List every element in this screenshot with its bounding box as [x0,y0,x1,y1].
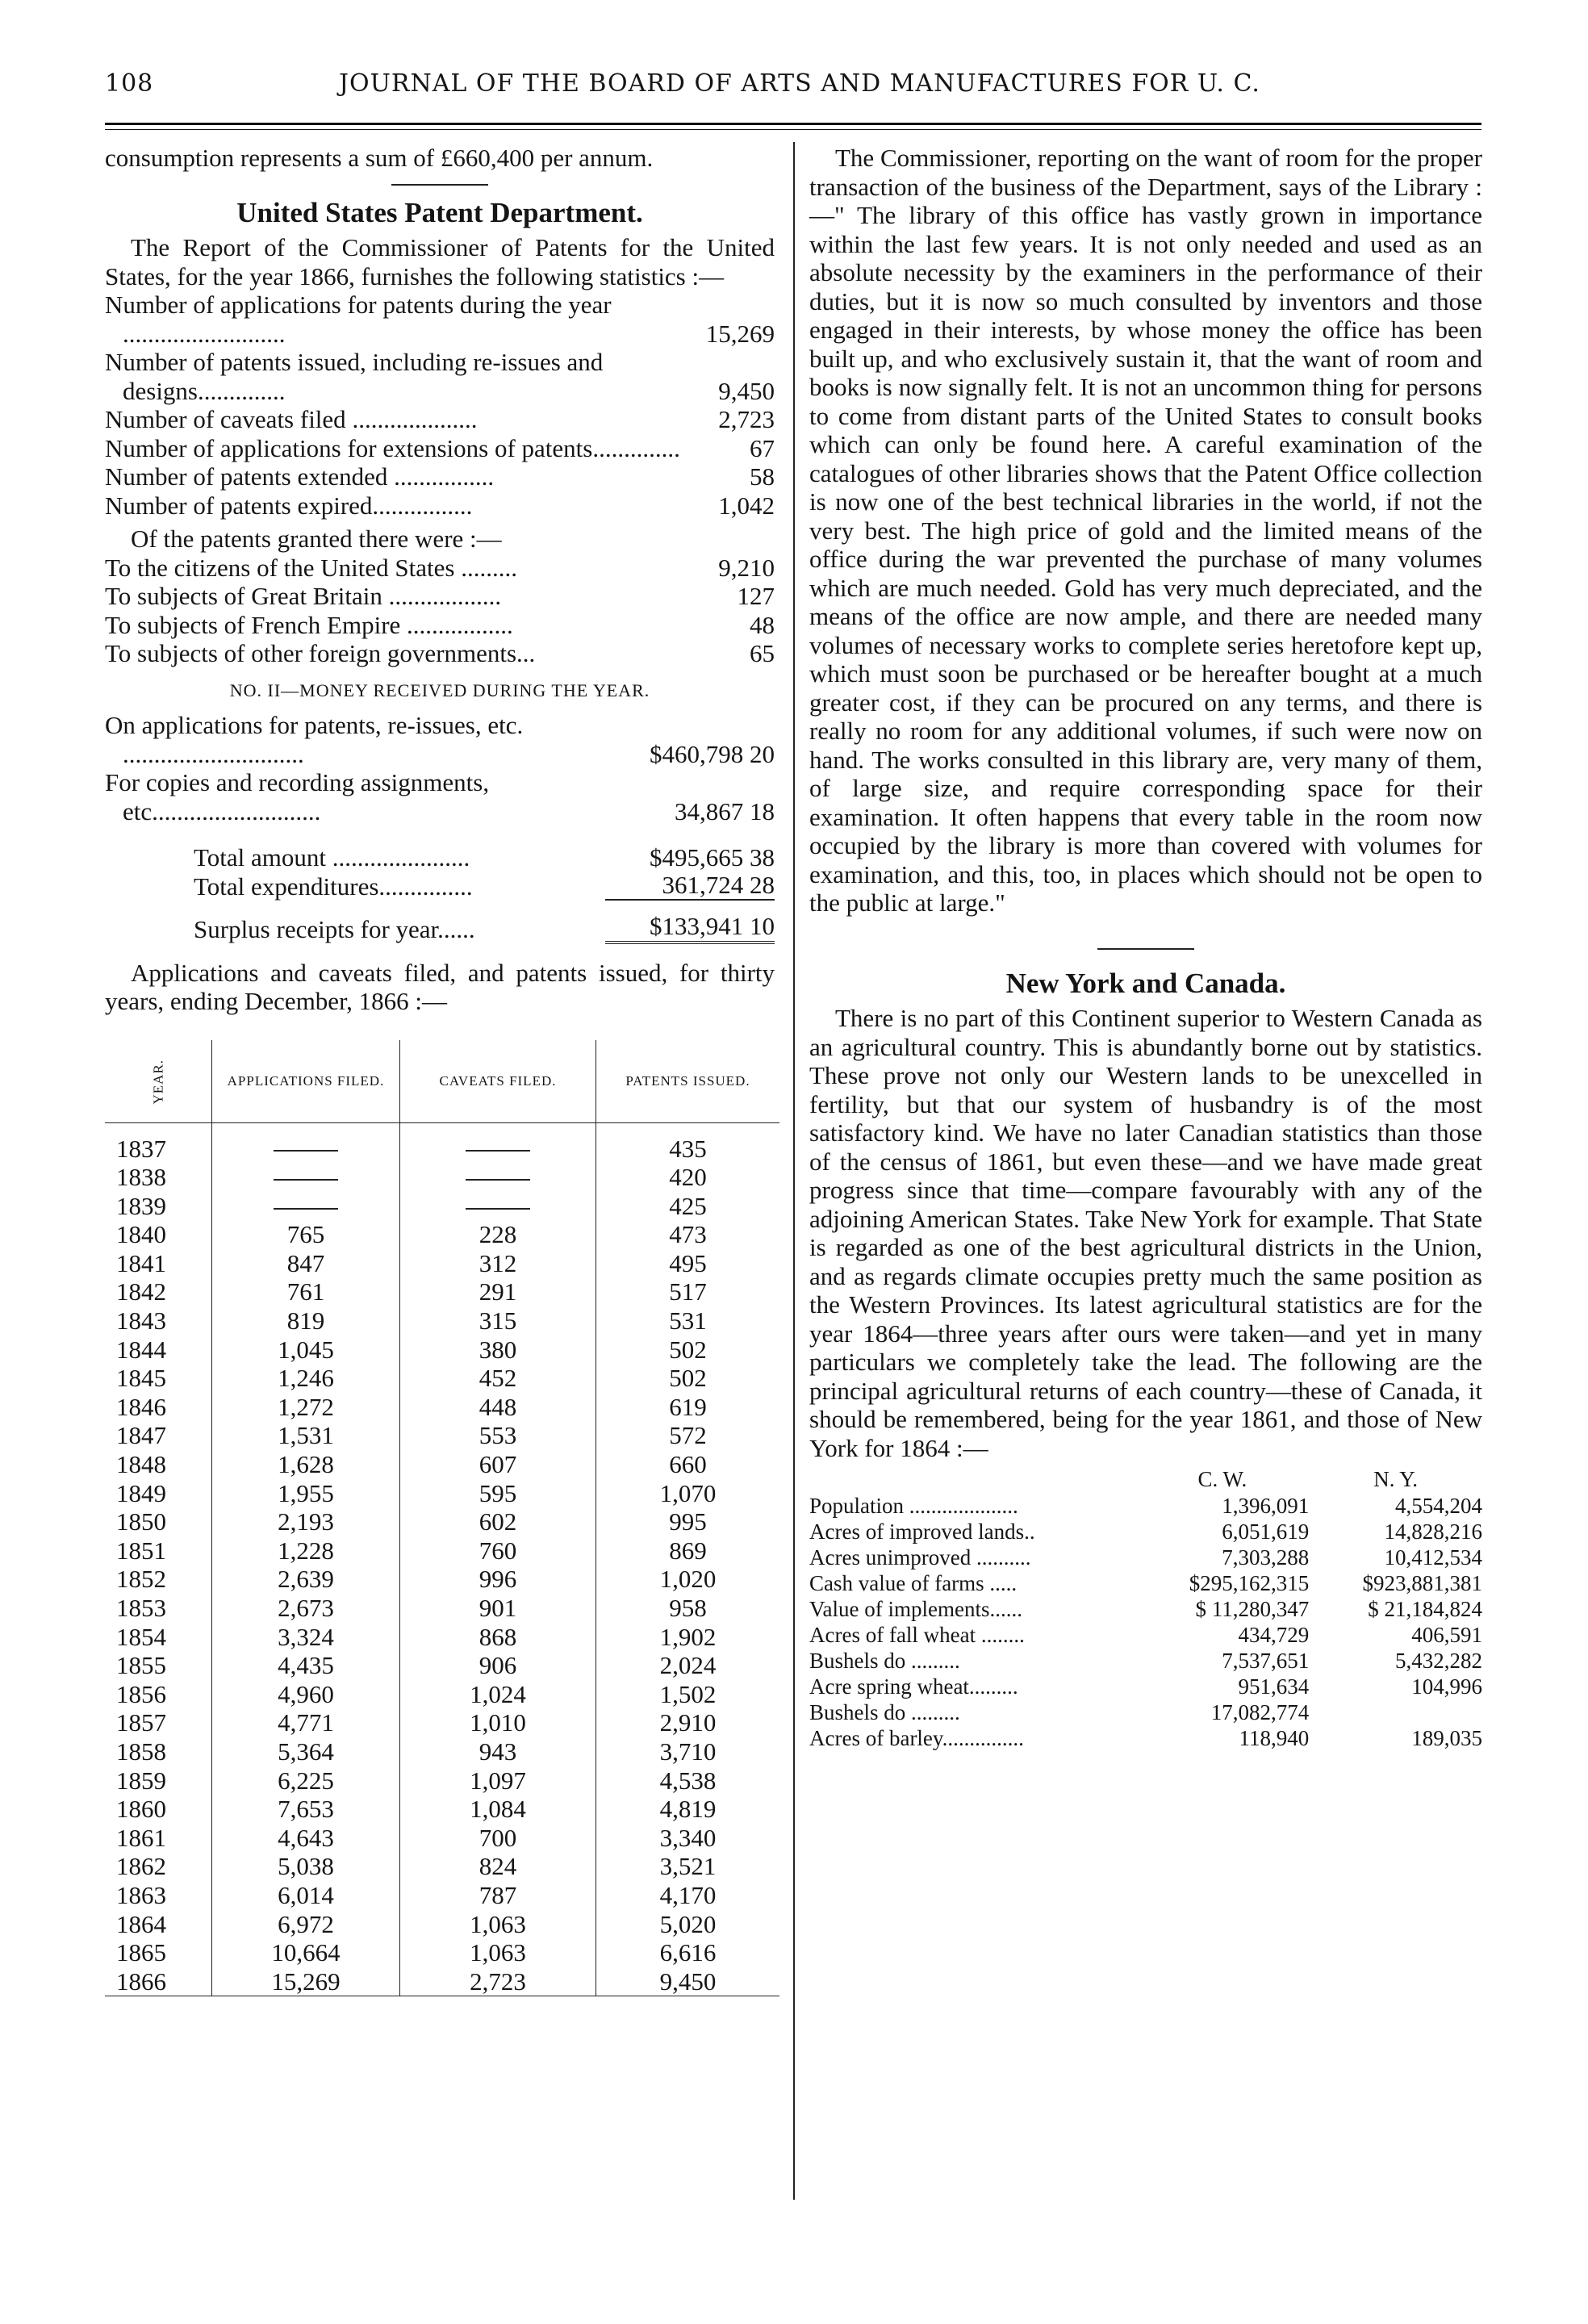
applications-cell: 6,972 [212,1910,400,1939]
table-row [105,1450,779,1479]
year-cell: 1845 [105,1364,212,1393]
year-cell: 1862 [105,1852,212,1881]
item-label-cell: Bushels do ......... [809,1700,960,1724]
patents-cell: 995 [669,1507,707,1536]
applications-cell: 4,960 [212,1680,400,1709]
caveats-cell: 1,063 [400,1938,596,1967]
applications-cell: 4,643 [212,1824,400,1853]
table-row [105,1249,779,1278]
caveats-cell: 906 [400,1651,596,1680]
year-cell: 1866 [105,1967,212,1996]
caveats-cell: 312 [400,1249,596,1278]
table-row [105,1824,779,1853]
patents-cell: 3,710 [659,1737,717,1766]
year-cell: 1859 [105,1766,212,1795]
header-rule-thin [105,129,1481,130]
caveats-cell: 380 [400,1335,596,1365]
patents-cell: 3,340 [659,1823,717,1852]
caveats-cell: 607 [400,1450,596,1479]
caveats-cell: 1,063 [400,1910,596,1939]
patents-cell: 4,170 [659,1880,717,1909]
stats-list [105,290,775,520]
table-row [105,1393,779,1422]
applications-cell: 1,246 [212,1364,400,1393]
caveats-cell: 824 [400,1852,596,1881]
year-cell: 1852 [105,1565,212,1594]
cw-value-cell: 118,940 [1239,1726,1310,1750]
applications-cell: 761 [212,1277,400,1306]
patent-table [105,1040,779,1997]
section-divider [1097,948,1194,950]
caveats-cell: 700 [400,1824,596,1853]
table-row [105,1938,779,1967]
table-row [105,1623,779,1652]
caveats-cell: 787 [400,1881,596,1910]
patents-cell: 660 [669,1450,707,1479]
comparison-row [809,1519,1482,1544]
table-row [105,1479,779,1508]
table-row [105,1192,779,1221]
year-cell: 1838 [105,1163,212,1192]
applications-cell: 4,435 [212,1651,400,1680]
right-column [809,144,1482,1751]
year-cell: 1854 [105,1623,212,1652]
empty-value-dash [274,1150,338,1152]
patents-cell: 420 [669,1163,707,1192]
granted-item: To the citizens of the United States ......... 9,210 [105,553,775,582]
table-row [105,1421,779,1450]
applications-cell: 6,225 [212,1766,400,1795]
section-divider [391,184,488,186]
caveats-cell: 760 [400,1536,596,1565]
ny-value-cell: 5,432,282 [1395,1649,1482,1673]
caveats-cell: 2,723 [400,1967,596,1996]
year-cell: 1843 [105,1306,212,1335]
applications-cell: 7,653 [212,1795,400,1824]
col-header-ny: N. Y. [1373,1467,1418,1491]
item-label-cell: Acres of barley............... [809,1726,1024,1750]
surplus-line: Surplus receipts for year...... $133,941 10 [194,912,775,943]
table-row [105,1737,779,1766]
applications-cell: 10,664 [212,1938,400,1967]
stat-item: Number of applications for extensions of patents.............. 67 [105,433,775,462]
year-cell: 1849 [105,1479,212,1508]
item-label-cell: Cash value of farms ..... [809,1571,1018,1595]
table-row [105,1565,779,1594]
table-row [105,1910,779,1939]
year-cell: 1842 [105,1277,212,1306]
table-row [105,1766,779,1795]
table-row [105,1708,779,1737]
cw-value-cell: $ 11,280,347 [1195,1597,1310,1621]
intro-paragraph: consumption represents a sum of £660,400 per annum. [105,144,654,172]
applications-cell: 1,228 [212,1536,400,1565]
patents-cell: 435 [669,1134,707,1163]
item-label-cell: Acres of improved lands.. [809,1519,1035,1544]
caveats-cell: 1,084 [400,1795,596,1824]
ny-value-cell: $ 21,184,824 [1368,1597,1482,1621]
empty-value-dash [466,1179,530,1181]
caveats-cell: 996 [400,1565,596,1594]
table-row [105,1277,779,1306]
year-cell: 1847 [105,1421,212,1450]
applications-cell: 819 [212,1306,400,1335]
year-cell: 1860 [105,1795,212,1824]
applications-cell: 847 [212,1249,400,1278]
section-title-patent: United States Patent Department. [236,196,643,228]
money-item: On applications for patents, re-issues, etc. ............................. $460,798 20 [105,711,775,768]
patent-table-body [105,1122,779,1996]
applications-cell: 2,193 [212,1507,400,1536]
patents-cell: 5,020 [659,1909,717,1938]
year-cell: 1844 [105,1335,212,1365]
caveats-cell: 291 [400,1277,596,1306]
patents-cell: 4,819 [659,1795,717,1824]
ny-paragraph: There is no part of this Continent superior to Western Canada as an agricultural country. This is abundantly borne out by statistics. These prove not only our Western lands to be unexcelled in fertility, but that our system of husbandry is of the most satisfactory kind. We have no later Canadian statistics than those of the census of 1861, but even these—and we have made great progress since that time—compare favourably with any of the adjoining American States. Take New York for example. That State is regarded as one of the best agricultural districts in the Union, and as regards climate occupies pretty much the same position as the Western Provinces. Its latest agricultural statistics are for the year 1864—three years after ours were taken—and yet in many particulars we completely take the lead. The following are the principal agricultural returns of each country—these of Canada, it should be remembered, being for the year 1861, and those of New York for 1864 :— [809,1004,1482,1462]
cw-value-cell: 1,396,091 [1222,1494,1310,1518]
item-label-cell: Population .................... [809,1494,1018,1518]
ny-value-cell: 406,591 [1411,1623,1482,1647]
column-divider [793,142,795,2200]
patents-cell: 1,070 [659,1478,717,1507]
applications-cell: 2,673 [212,1594,400,1623]
caveats-cell: 901 [400,1594,596,1623]
col-header-caveats: CAVEATS FILED. [400,1040,596,1123]
money-item: For copies and recording assignments, etc........................... 34,867 18 [105,768,775,826]
table-row [105,1364,779,1393]
comparison-row [809,1699,1482,1725]
cw-value-cell: 6,051,619 [1222,1519,1310,1544]
empty-value-dash [274,1208,338,1210]
patents-cell: 425 [669,1191,707,1220]
comparison-table-body [809,1493,1482,1751]
comparison-row [809,1596,1482,1622]
caveats-cell: 868 [400,1623,596,1652]
year-cell: 1839 [105,1192,212,1221]
granted-item: To subjects of other foreign governments... 65 [105,639,775,667]
year-cell: 1858 [105,1737,212,1766]
col-header-patents: PATENTS ISSUED. [596,1040,780,1123]
table-row [105,1881,779,1910]
totals-list [105,843,775,901]
patents-cell: 6,616 [659,1938,717,1967]
year-cell: 1853 [105,1594,212,1623]
ny-value-cell [1309,1699,1482,1725]
caveats-cell: 452 [400,1364,596,1393]
table-row [105,1122,779,1163]
granted-item: To subjects of Great Britain .................. 127 [105,582,775,610]
patents-cell: 1,902 [659,1622,717,1651]
patents-cell: 619 [669,1392,707,1421]
table-row [105,1967,779,1996]
applications-cell [212,1122,400,1163]
patents-cell: 473 [669,1220,707,1249]
col-header-year: YEAR. [105,1040,212,1123]
patents-cell: 1,502 [659,1679,717,1708]
comparison-row [809,1570,1482,1596]
caveats-cell: 602 [400,1507,596,1536]
table-row [105,1536,779,1565]
patents-cell: 3,521 [659,1852,717,1881]
patents-cell: 1,020 [659,1565,717,1594]
applications-cell: 1,045 [212,1335,400,1365]
money-heading: NO. II—MONEY RECEIVED DURING THE YEAR. [229,679,650,700]
table-row [105,1163,779,1192]
caveats-cell: 553 [400,1421,596,1450]
table-intro: Applications and caveats filed, and patents issued, for thirty years, ending December, 1866 :— [105,958,775,1015]
ny-value-cell: 104,996 [1411,1674,1482,1699]
cw-value-cell: 951,634 [1238,1674,1310,1699]
year-cell: 1850 [105,1507,212,1536]
year-cell: 1857 [105,1708,212,1737]
caveats-cell [400,1192,596,1221]
table-row [105,1795,779,1824]
report-intro: The Report of the Commissioner of Patents for the United States, for the year 1866, furnishes the following statistics :— [105,233,775,290]
empty-value-dash [466,1150,530,1152]
patents-cell: 9,450 [596,1967,780,1996]
caveats-cell [400,1163,596,1192]
applications-cell: 1,955 [212,1479,400,1508]
item-label-cell: Acre spring wheat......... [809,1674,1018,1699]
item-label-cell: Acres of fall wheat ........ [809,1623,1025,1647]
left-column [105,144,775,1996]
caveats-cell: 228 [400,1220,596,1249]
year-cell: 1841 [105,1249,212,1278]
applications-cell: 4,771 [212,1708,400,1737]
applications-cell: 15,269 [212,1967,400,1996]
caveats-cell: 1,010 [400,1708,596,1737]
ny-value-cell: 189,035 [1411,1726,1482,1750]
patents-cell: 869 [669,1536,707,1565]
caveats-cell: 1,097 [400,1766,596,1795]
cw-value-cell: 7,303,288 [1222,1545,1310,1570]
patents-cell: 4,538 [659,1766,717,1795]
granted-intro: Of the patents granted there were :— [131,525,502,553]
total-item: Total expenditures............... 361,724 28 [194,870,775,901]
patents-cell: 495 [669,1248,707,1277]
applications-cell: 5,364 [212,1737,400,1766]
comparison-row [809,1648,1482,1674]
comparison-row [809,1544,1482,1570]
journal-title: JOURNAL OF THE BOARD OF ARTS AND MANUFACTURES FOR U. C. [339,69,1260,98]
ny-value-cell: 4,554,204 [1395,1494,1482,1518]
table-row [105,1852,779,1881]
patents-cell: 531 [669,1306,707,1335]
stat-item: Number of caveats filed .................... 2,723 [105,405,775,433]
patents-cell: 502 [669,1364,707,1393]
section-title-ny-canada: New York and Canada. [1005,967,1286,999]
applications-cell: 5,038 [212,1852,400,1881]
table-row [105,1651,779,1680]
item-label-cell: Bushels do ......... [809,1649,960,1673]
ny-value-cell: $923,881,381 [1362,1571,1482,1595]
ny-value-cell: 14,828,216 [1384,1519,1482,1544]
stat-item: Number of applications for patents during the year .......................... 15,269 [105,290,775,348]
cw-value-cell: 434,729 [1238,1623,1310,1647]
table-header-row [105,1040,779,1123]
stat-item: Number of patents expired................ 1,042 [105,491,775,520]
applications-cell: 1,531 [212,1421,400,1450]
applications-cell: 3,324 [212,1623,400,1652]
table-row [105,1594,779,1623]
col-header-cw: C. W. [1197,1467,1247,1491]
year-cell: 1856 [105,1680,212,1709]
patents-cell: 517 [669,1277,707,1306]
granted-item: To subjects of French Empire ................. 48 [105,610,775,639]
stat-item: Number of patents extended ................ 58 [105,462,775,491]
comparison-row [809,1725,1482,1751]
applications-cell [212,1163,400,1192]
year-cell: 1864 [105,1910,212,1939]
item-label-cell: Value of implements...... [809,1597,1022,1621]
page-number: 108 [105,69,154,98]
patents-cell: 502 [669,1335,707,1364]
header-rule [105,123,1481,125]
money-list [105,711,775,826]
caveats-cell: 595 [400,1479,596,1508]
caveats-cell: 943 [400,1737,596,1766]
year-cell: 1848 [105,1450,212,1479]
table-row [105,1220,779,1249]
applications-cell: 1,628 [212,1450,400,1479]
year-cell: 1855 [105,1651,212,1680]
year-cell: 1861 [105,1824,212,1853]
comparison-header-row [809,1465,1482,1493]
patents-cell: 2,910 [659,1708,717,1737]
year-cell: 1851 [105,1536,212,1565]
year-cell: 1846 [105,1393,212,1422]
caveats-cell: 448 [400,1393,596,1422]
empty-value-dash [274,1179,338,1181]
library-paragraph: The Commissioner, reporting on the want of room for the proper transaction of the business of the Department, says of the Library :—" The library of this office has vastly grown in importance within the last few years. It is not only needed and used as an absolute necessity by the examiners in the performance of their duties, but it is now so much consulted by inventors and those engaged in their interests, by whose money the office has been built up, and who exclusively sustain it, that the want of room and books is now signally felt. It is not an uncommon thing for persons to come from distant parts of the United States to consult books which can only be found here. A careful examination of the catalogues of other libraries shows that the Patent Office collection is now one of the best technical libraries in the world, if not the very best. The high price of gold and the limited means of the office during the war prevented the purchase of many volumes which are much needed. Gold has very much depreciated, and the means of the office are now ample, and there are needed many volumes of necessary works to complete series heretofore kept up, which must soon be purchased or be hereafter bought at a much greater cost, if they can be procured on any terms, and there is really no room for any additional volumes, if such were now on hand. The works consulted in this library are, very many of them, of large size, and require corresponding space for their examination. It often happens that every table in the room now occupied by the library is more than covered with volumes for examination, and this, too, in places which should not be open to the public at large." [809,144,1482,917]
col-header-applications: APPLICATIONS FILED. [212,1040,400,1123]
caveats-cell: 1,024 [400,1680,596,1709]
cw-value-cell: 7,537,651 [1222,1649,1310,1673]
table-row [105,1680,779,1709]
caveats-cell [400,1122,596,1163]
patents-cell: 958 [669,1594,707,1622]
comparison-row [809,1622,1482,1648]
applications-cell [212,1192,400,1221]
year-cell: 1837 [105,1122,212,1163]
ny-value-cell: 10,412,534 [1384,1545,1482,1570]
applications-cell: 1,272 [212,1393,400,1422]
year-cell: 1863 [105,1881,212,1910]
total-item: Total amount ...................... $495,665 38 [194,843,775,872]
table-row [105,1335,779,1365]
year-cell: 1865 [105,1938,212,1967]
stat-item: Number of patents issued, including re-issues and designs.............. 9,450 [105,348,775,405]
item-label-cell: Acres unimproved .......... [809,1545,1031,1570]
cw-value-cell: 17,082,774 [1210,1700,1310,1724]
caveats-cell: 315 [400,1306,596,1335]
patents-cell: 572 [669,1421,707,1450]
applications-cell: 6,014 [212,1881,400,1910]
empty-value-dash [466,1208,530,1210]
table-row [105,1306,779,1335]
granted-list [105,554,775,668]
year-cell: 1840 [105,1220,212,1249]
comparison-table [809,1465,1482,1751]
comparison-row [809,1493,1482,1519]
table-row [105,1507,779,1536]
comparison-row [809,1674,1482,1699]
cw-value-cell: $295,162,315 [1189,1571,1310,1595]
applications-cell: 765 [212,1220,400,1249]
applications-cell: 2,639 [212,1565,400,1594]
patents-cell: 2,024 [659,1651,717,1680]
